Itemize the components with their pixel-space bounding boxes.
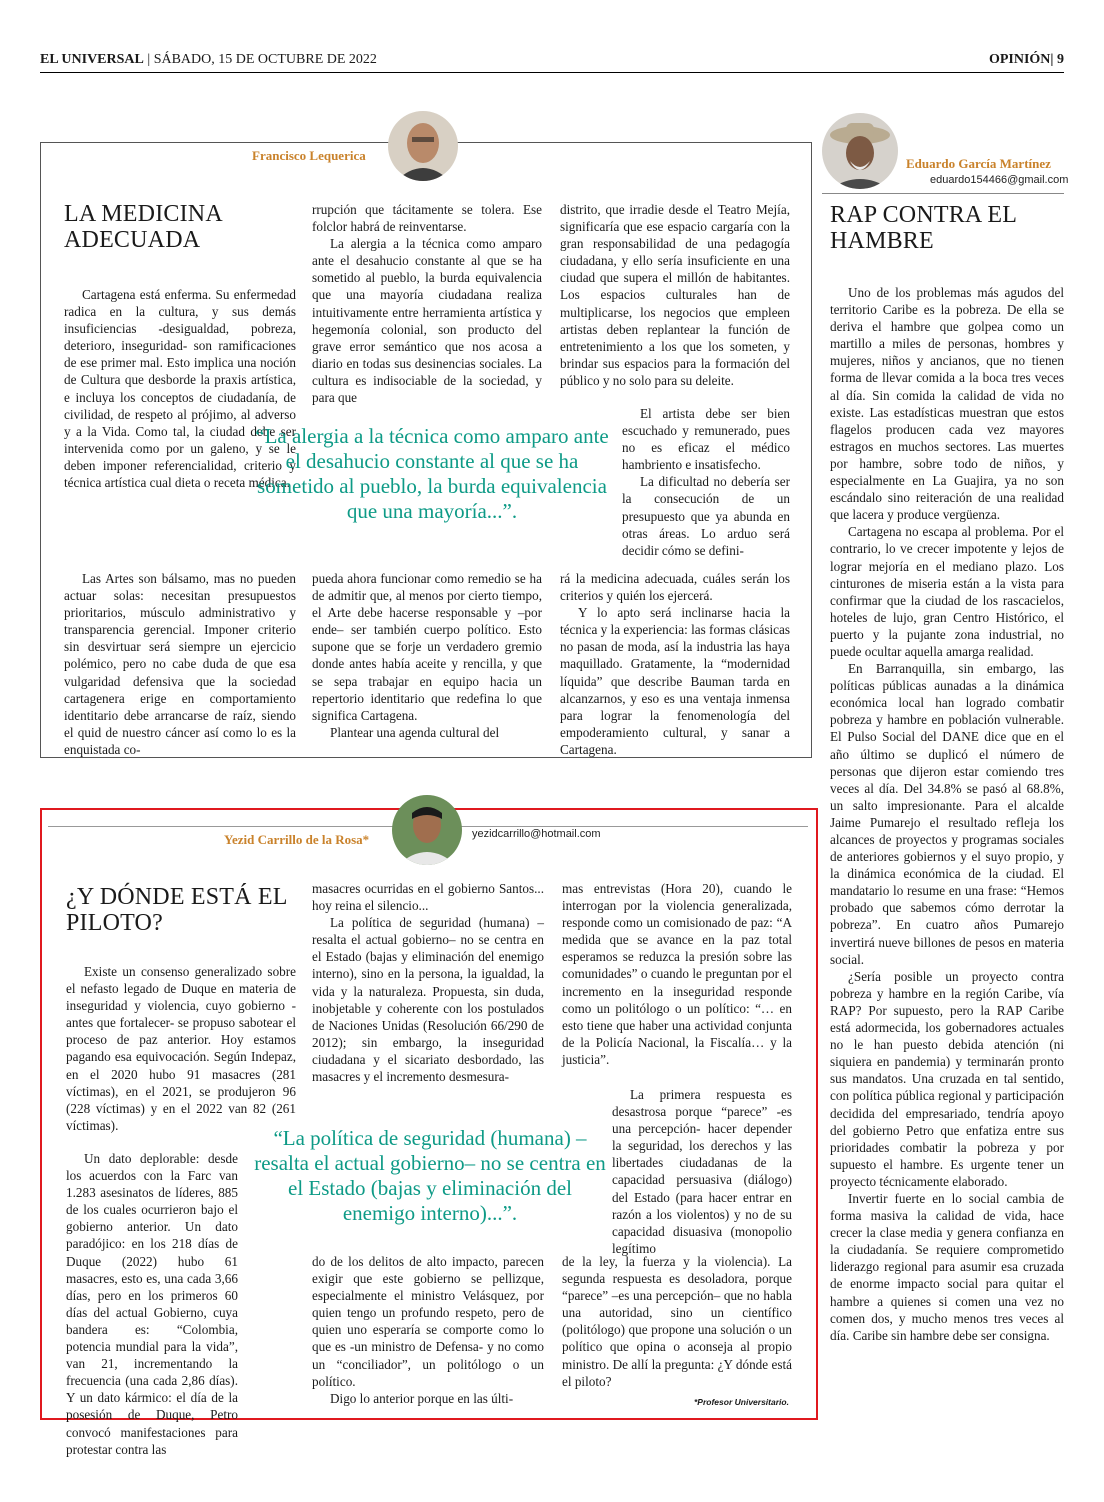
article-title: LA MEDICINA ADECUADA <box>64 201 222 253</box>
page-number: 9 <box>1057 52 1064 67</box>
article-column <box>562 1253 792 1390</box>
paragraph: ¿Sería posible un proyecto contra pobreza y hambre en la región Caribe, vía RAP? Por supuesto, pero la RAP Caribe está adormecida, los gobernadores actuales no le han puesto debida atención (ni siquiera en pandemia) y terminarán pronto sus mandatos. Una cruzada en tal sentido, con política pública regional y participación decidida del empresariado, tendría apoyo del gobierno Petro que enfatiza entre sus prioridades combatir la pobreza y por supuesto el hambre. Es urgente tener un proyecto técnicamente elaborado. <box>830 968 1064 1189</box>
paragraph: Existe un consenso generalizado sobre el nefasto legado de Duque en materia de inseguridad y violencia, cuyo gobierno -antes que fortalecer- se propuso sabotear el proceso de paz anterior. Hoy estamos pagando esa equivocación. Según Indepaz, en el 2020 hubo 91 masacres (281 víctimas), en el 2021, se produjeron 96 (228 víctimas) y en el 2022 van 82 (261 víctimas). <box>66 964 296 1133</box>
author-photo <box>392 795 462 865</box>
paragraph: La alergia a la técnica como amparo ante el desahucio constante al que se ha sometido al pueblo, la burda equivalencia que una mayoría ciudadana realiza intuitivamente entre herramienta artística y hegemonía colonial, son producto del grave error semántico que nos acosa a diario en todas sus desinencias sociales. La cultura es indisociable de la sociedad, y para que <box>312 236 542 406</box>
paragraph: mas entrevistas (Hora 20), cuando le interrogan por la violencia generalizada, responde como un comisionado de paz: “A medida que se avance en la paz total esperamos se reduzca la presión sobre las comunidades” o cuando le preguntan por el incremento en la inseguridad responde como un politólogo o un político: “… en esto tiene que haber una actividad conjunta de la Policía Nacional, la Fiscalía… y la justicia”. <box>562 881 792 1067</box>
article-column <box>560 570 790 758</box>
article-column <box>622 405 790 559</box>
author-name: Eduardo García Martínez <box>906 156 1051 171</box>
paragraph: Y lo apto será inclinarse hacia la técnica y la experiencia: las formas clásicas no pasan de moda, así la industria las haya maquillado. Gratamente, la “modernidad líquida” que describe Bauman tarda en alcanzarnos, y eso es una ventaja inmensa para lograr la fenomenología del empoderamiento cultural, y sanar a Cartagena. <box>560 605 790 757</box>
author-name: Yezid Carrillo de la Rosa* <box>224 832 370 847</box>
paragraph: distrito, que irradie desde el Teatro Mejía, significaría que ese espacio cargaría con la gran responsabilidad de una pedagogía ciudadana, y ello sería insuficiente en una ciudad que supera el millón de habitantes. Los espacios culturales han de multiplicarse, los negocios que empleen artistas deben replantear la función de entretenimiento a los que los someten, y brindar sus espacios para la formación del público y no solo para su deleite. <box>560 202 790 388</box>
paragraph: de la ley, la fuerza y la violencia). La segunda respuesta es desoladora, porque “parece” –es una percepción– que no habla una autoridad, sino un científico (politólogo) que propone una solución o un político que opina o aconseja al propio ministro. De allí la pregunta: ¿Y dónde está el piloto? <box>562 1254 792 1389</box>
article-column <box>312 201 542 406</box>
issue-date: SÁBADO, 15 DE OCTUBRE DE 2022 <box>153 52 377 67</box>
paragraph: rá la medicina adecuada, cuáles serán los criterios y quién los ejercerá. <box>560 571 790 604</box>
pull-quote: “La política de seguridad (humana) –resalta el actual gobierno– no se centra en el Estado (bajas y eliminación del enemigo interno)...”. <box>254 1126 606 1225</box>
paragraph: masacres ocurridas en el gobierno Santos... hoy reina el silencio... <box>312 881 544 914</box>
paragraph: Uno de los problemas más agudos del territorio Caribe es la pobreza. De ella se deriva el hambre que golpea como un martillo a miles de personas, hombres y mujeres, niños y ancianos, que no tienen forma de llevar comida a la boca tres veces al día. Sin comida la calidad de vida no existe. Las estadísticas muestran que estos flagelos producen cada vez mayores estragos en muchos sectores. Las muertes por hambre, sobre todo de niños, y especialmente en La Guajira, ya no son escándalo sino reiteración de una realidad que lacera y produce vergüenza. <box>830 285 1064 523</box>
author-photo <box>822 113 898 189</box>
article-column <box>66 1150 238 1458</box>
masthead: EL UNIVERSAL | SÁBADO, 15 DE OCTUBRE DE 2022 <box>40 52 377 67</box>
article-column <box>64 570 296 758</box>
author-rule <box>822 193 1064 194</box>
author-photo <box>388 111 458 181</box>
paragraph: Plantear una agenda cultural del <box>330 724 500 740</box>
article-column <box>66 963 296 1134</box>
paragraph: do de los delitos de alto impacto, parecen exigir que este gobierno se pellizque, especialmente el ministro Velásquez, por quien tengo un profundo respeto, pero de quien uno esperaría se comporte como lo que es -un ministro de Defensa- y no como un “conciliador”, un politólogo o un político. <box>312 1254 544 1389</box>
article-column <box>560 201 790 389</box>
article-column <box>312 880 544 1085</box>
article-column <box>830 284 1064 1344</box>
article-column <box>562 880 792 1068</box>
article-column <box>312 570 542 741</box>
author-footnote: *Profesor Universitario. <box>694 1397 789 1407</box>
author-email: eduardo154466@gmail.com <box>930 174 1069 186</box>
author-name: Francisco Lequerica <box>252 148 366 163</box>
paragraph: El artista debe ser bien escuchado y remunerado, pues no es eficaz el médico hambriento e insatisfecho. <box>622 406 790 473</box>
paragraph: Cartagena no escapa al problema. Por el contrario, lo ve crecer impotente y lejos de lograr mejoría en el mediano plazo. Los cinturones de miseria están a la vista para confirmar que la ciudad de los rascacielos, hoteles de lujo, gran Centro Histórico, el puerto y la pujante zona industrial, no puede ocultar aquella amarga realidad. <box>830 524 1064 659</box>
section-name: OPINIÓN <box>988 52 1051 67</box>
paragraph: rrupción que tácitamente se tolera. Ese folclor habrá de reinventarse. <box>312 202 542 235</box>
paragraph: pueda ahora funcionar como remedio se ha de admitir que, al menos por cierto tiempo, el Arte debe hacerse responsable y –por ende– ser también cuerpo político. Esto supone que se forje un verdadero gremio donde antes había aceite y rencilla, y que se sepa trabajar en equipo hacia un repertorio identitario que redefina lo que significa Cartagena. <box>312 571 542 723</box>
section-label: OPINIÓN| 9 <box>988 52 1064 67</box>
article-column <box>612 1086 792 1257</box>
paragraph: La dificultad no debería ser la consecución de un presupuesto que ya abunda en otras áreas. Lo arduo será decidir cómo se defini- <box>622 474 790 558</box>
paragraph: Cartagena está enferma. Su enfermedad radica en la cultura, y sus demás insuficiencias -desigualdad, pobreza, deterioro, inseguridad- son ramificaciones de ese primer mal. Esto implica una noción de Cultura que desborde la praxis artística, e incluya los conceptos de ciudadanía, de civilidad, de respeto al prójimo, al adverso y a la Vida. Como tal, la ciudad debe ser intervenida como por un galeno, y se le deben imponer referencialidad, criterio y técnica artística cual dieta o receta médica. <box>64 287 296 491</box>
paper-name: EL UNIVERSAL <box>40 52 144 67</box>
paragraph: La primera respuesta es desastrosa porque “parece” -es una percepción- hacer depender la seguridad, los derechos y las libertades ciudadanas de la capacidad persuasiva (diálogo) del Estado (para hacer entrar en razón a los violentos) y no de su capacidad disuasiva (monopolio legítimo <box>612 1087 792 1256</box>
article-title: RAP CONTRA EL HAMBRE <box>830 202 1017 254</box>
header-rule <box>40 72 1064 73</box>
paragraph: Digo lo anterior porque en las últi- <box>330 1390 514 1406</box>
paragraph: Las Artes son bálsamo, mas no pueden actuar solas: necesitan presupuestos prioritarios, músculo administrativo y transparencia gerencial. Imponer criterio sin desvirtuar será siempre un ejercicio polémico, pero no cabe duda de que esa vulgaridad defensiva que la sociedad cartagenera erige en comportamiento identitario debe arrancarse de raíz, siendo el quid de nuestro cáncer así como lo es la enquistada co- <box>64 571 296 757</box>
pull-quote: “La alergia a la técnica como amparo ante el desahucio constante al que se ha sometido al pueblo, la burda equivalencia que una mayoría...”. <box>255 424 609 523</box>
paragraph: En Barranquilla, sin embargo, las políticas públicas aunadas a la dinámica económica local han logrado combatir pobreza y hambre en población vulnerable. El Pulso Social del DANE dice que en el año último se duplicó el número de personas que dijeron estar comiendo tres veces al día. Del 34.8% se pasó al 68.8%, un salto impresionante. Para el alcalde Jaime Pumarejo el resultado refleja los alcances de proyectos y programas sociales de anteriores gobiernos y el suyo propio, y la dinámica económica de la ciudad. El mandatario lo resume en una frase: “Hemos probado que sabemos cómo derrotar la pobreza”. En cuatro años Pumarejo invertirá nueve billones de pesos en materia social. <box>830 661 1064 967</box>
author-email: yezidcarrillo@hotmail.com <box>472 828 601 840</box>
paragraph: La política de seguridad (humana) –resalta el actual gobierno– no se centra en el Estado (bajas y eliminación del enemigo interno), sino en la persona, la igualdad, la vida y la naturaleza. Propuesta, sin duda, inobjetable y coherente con los postulados de Naciones Unidas (Resolución 66/290 de 2012); sin embargo, la inseguridad ciudadana y el sicariato desbordado, las masacres y el incremento desmesura- <box>312 915 544 1085</box>
article-column <box>312 1253 544 1407</box>
article-title: ¿Y DÓNDE ESTÁ EL PILOTO? <box>66 884 287 936</box>
paragraph: Invertir fuerte en lo social cambia de forma masiva la calidad de vida, hace crecer la clase media y genera confianza en la ciudadanía. Se requiere comprometido liderazgo regional para asumir esa cruzada de enorme impacto social para quitar el hambre a quienes si comen una vez no comen dos, y mucho menos tres veces al día. Caribe sin hambre debe ser consigna. <box>830 1190 1064 1343</box>
paragraph: Un dato deplorable: desde los acuerdos con la Farc van 1.283 asesinatos de líderes, 885 de los cuales ocurrieron bajo el gobierno anterior. Un dato paradójico: en los 218 días de Duque (2022) hubo 61 masacres, esto es, una cada 3,66 días, pero en los primeros 60 días del actual Gobierno, cuya bandera es: “Colombia, potencia mundial para la vida”, van 21, incrementando la frecuencia (una cada 2,86 días). Y un dato kármico: el día de la posesión de Duque, Petro convocó manifestaciones para protestar contra las <box>66 1151 238 1457</box>
